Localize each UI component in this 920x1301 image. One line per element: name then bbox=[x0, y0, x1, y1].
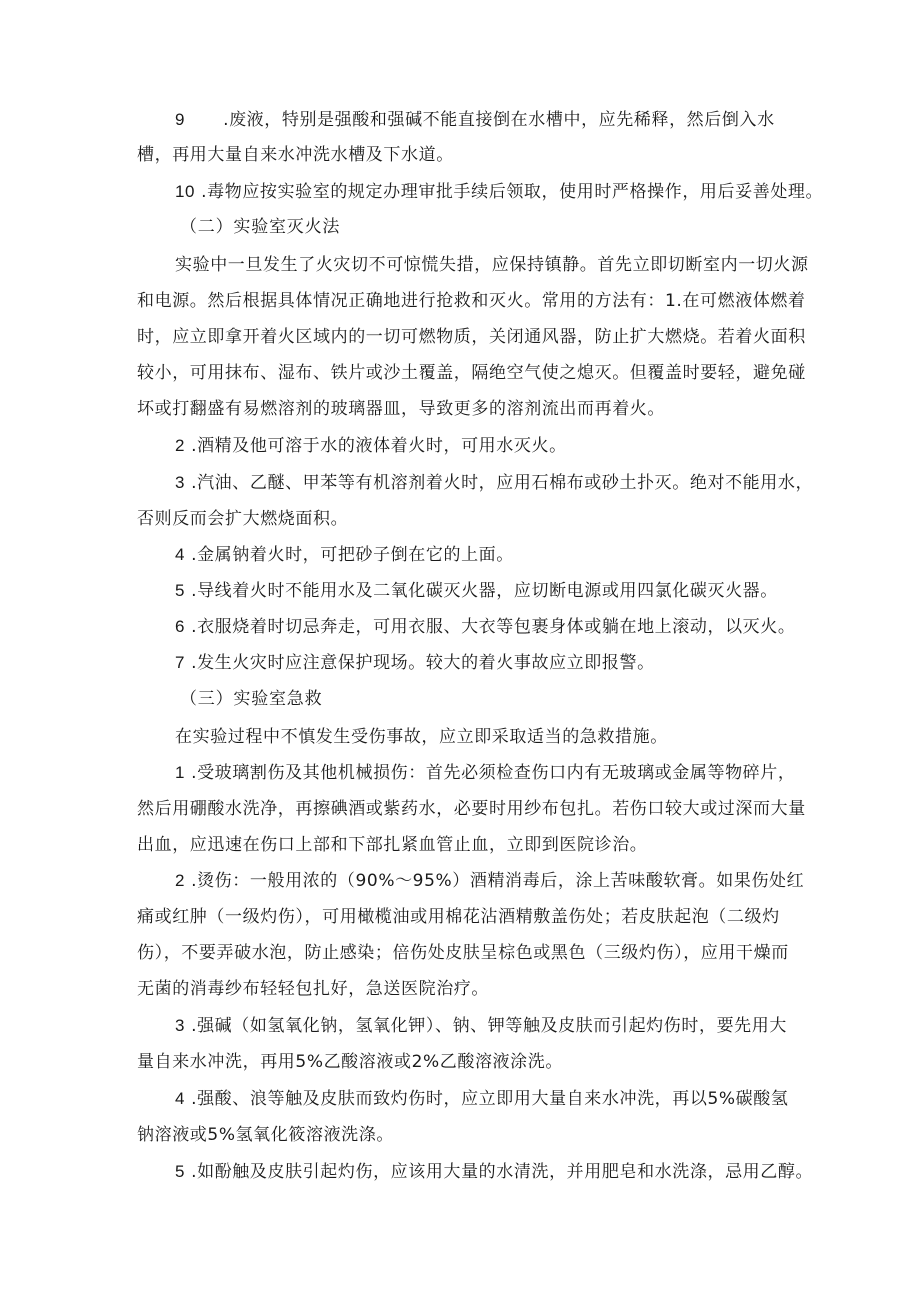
item-6-fire: 6 .衣服烧着时切忌奔走，可用衣服、大衣等包裹身体或躺在地上滚动，以灭火。 bbox=[175, 617, 796, 637]
item-number: 10 bbox=[175, 182, 196, 201]
paragraph-line: 痛或红肿（一级灼伤），可用橄榄油或用棉花沾酒精敷盖伤处；若皮肤起泡（二级灼 bbox=[137, 907, 780, 927]
paragraph-line: 然后用硼酸水洗净，再擦碘酒或紫药水，必要时用纱布包扎。若伤口较大或过深而大量 bbox=[137, 799, 806, 819]
item-4-fire: 4 .金属钠着火时，可把砂子倒在它的上面。 bbox=[175, 545, 514, 565]
section-heading-fire: （二）实验室灭火法 bbox=[180, 217, 341, 237]
paragraph-text: .废液，特别是强酸和强碱不能直接倒在水槽中，应先稀释，然后倒入水 bbox=[223, 110, 775, 130]
paragraph-line: 无菌的消毒纱布轻轻包扎好，急送医院治疗。 bbox=[137, 979, 489, 999]
paragraph-line: 较小，可用抹布、湿布、铁片或沙土覆盖，隔绝空气使之熄灭。但覆盖时要轻，避免碰 bbox=[137, 363, 806, 383]
item-10 bbox=[175, 180, 823, 204]
item-3-aid: 3 .强碱（如氢氧化钠，氢氧化钾）、钠、钾等触及皮肤而引起灼伤时，要先用大 bbox=[175, 1016, 787, 1036]
paragraph-line: 在实验过程中不慎发生受伤事故，应立即采取适当的急救措施。 bbox=[175, 727, 668, 747]
item-2-aid: 2 .烫伤：一般用浓的（90%〜95%）酒精消毒后，涂上苦味酸软膏。如果伤处红 bbox=[175, 871, 805, 891]
item-2-fire: 2 .酒精及他可溶于水的液体着火时，可用水灭火。 bbox=[175, 436, 567, 456]
paragraph-line: 否则反而会扩大燃烧面积。 bbox=[137, 509, 349, 529]
paragraph-line: 坏或打翻盛有易燃溶剂的玻璃器皿，导致更多的溶剂流出而再着火。 bbox=[137, 399, 665, 419]
section-heading-first-aid: （三）实验室急救 bbox=[180, 689, 323, 709]
paragraph-text: .毒物应按实验室的规定办理审批手续后领取，使用时严格操作，用后妥善处理。 bbox=[201, 182, 824, 202]
paragraph-line: 实验中一旦发生了火灾切不可惊慌失措，应保持镇静。首先立即切断室内一切火源 bbox=[175, 255, 809, 275]
item-1-aid: 1 .受玻璃割伤及其他机械损伤：首先必须检查伤口内有无玻璃或金属等物碎片， bbox=[175, 763, 796, 783]
paragraph-line: 出血，应迅速在伤口上部和下部扎紧血管止血，立即到医院诊治。 bbox=[137, 835, 648, 855]
paragraph-line: 和电源。然后根据具体情况正确地进行抢救和灭火。常用的方法有：1.在可燃液体燃着 bbox=[137, 291, 806, 311]
item-5-fire: 5 .导线着火时不能用水及二氧化碳灭火器，应切断电源或用四氯化碳灭火器。 bbox=[175, 581, 778, 601]
paragraph-line: 量自来水冲洗，再用5%乙酸溶液或2%乙酸溶液涂洗。 bbox=[137, 1052, 563, 1072]
paragraph-line: 槽，再用大量自来水冲洗水槽及下水道。 bbox=[137, 145, 454, 165]
item-3-fire: 3 .汽油、乙醚、甲苯等有机溶剂着火时，应用石棉布或砂土扑灭。绝对不能用水， bbox=[175, 473, 814, 493]
item-7-fire: 7 .发生火灾时应注意保护现场。较大的着火事故应立即报警。 bbox=[175, 653, 655, 673]
item-5-aid: 5 .如酚触及皮肤引起灼伤，应该用大量的水清洗，并用肥皂和水洗涤，忌用乙醇。 bbox=[175, 1162, 814, 1182]
paragraph-line: 伤），不要弄破水泡，防止感染；倍伤处皮肤呈棕色或黑色（三级灼伤），应用干燥而 bbox=[137, 943, 789, 963]
paragraph-line: 时，应立即拿开着火区域内的一切可燃物质，关闭通风器，防止扩大燃烧。若着火面积 bbox=[137, 327, 806, 347]
item-9 bbox=[175, 108, 775, 132]
item-number: 9 bbox=[175, 110, 186, 129]
paragraph-line: 钠溶液或5%氢氧化筱溶液洗涤。 bbox=[137, 1125, 394, 1145]
item-4-aid: 4 .强酸、浪等触及皮肤而致灼伤时，应立即用大量自来水冲洗，再以5%碳酸氢 bbox=[175, 1089, 789, 1109]
